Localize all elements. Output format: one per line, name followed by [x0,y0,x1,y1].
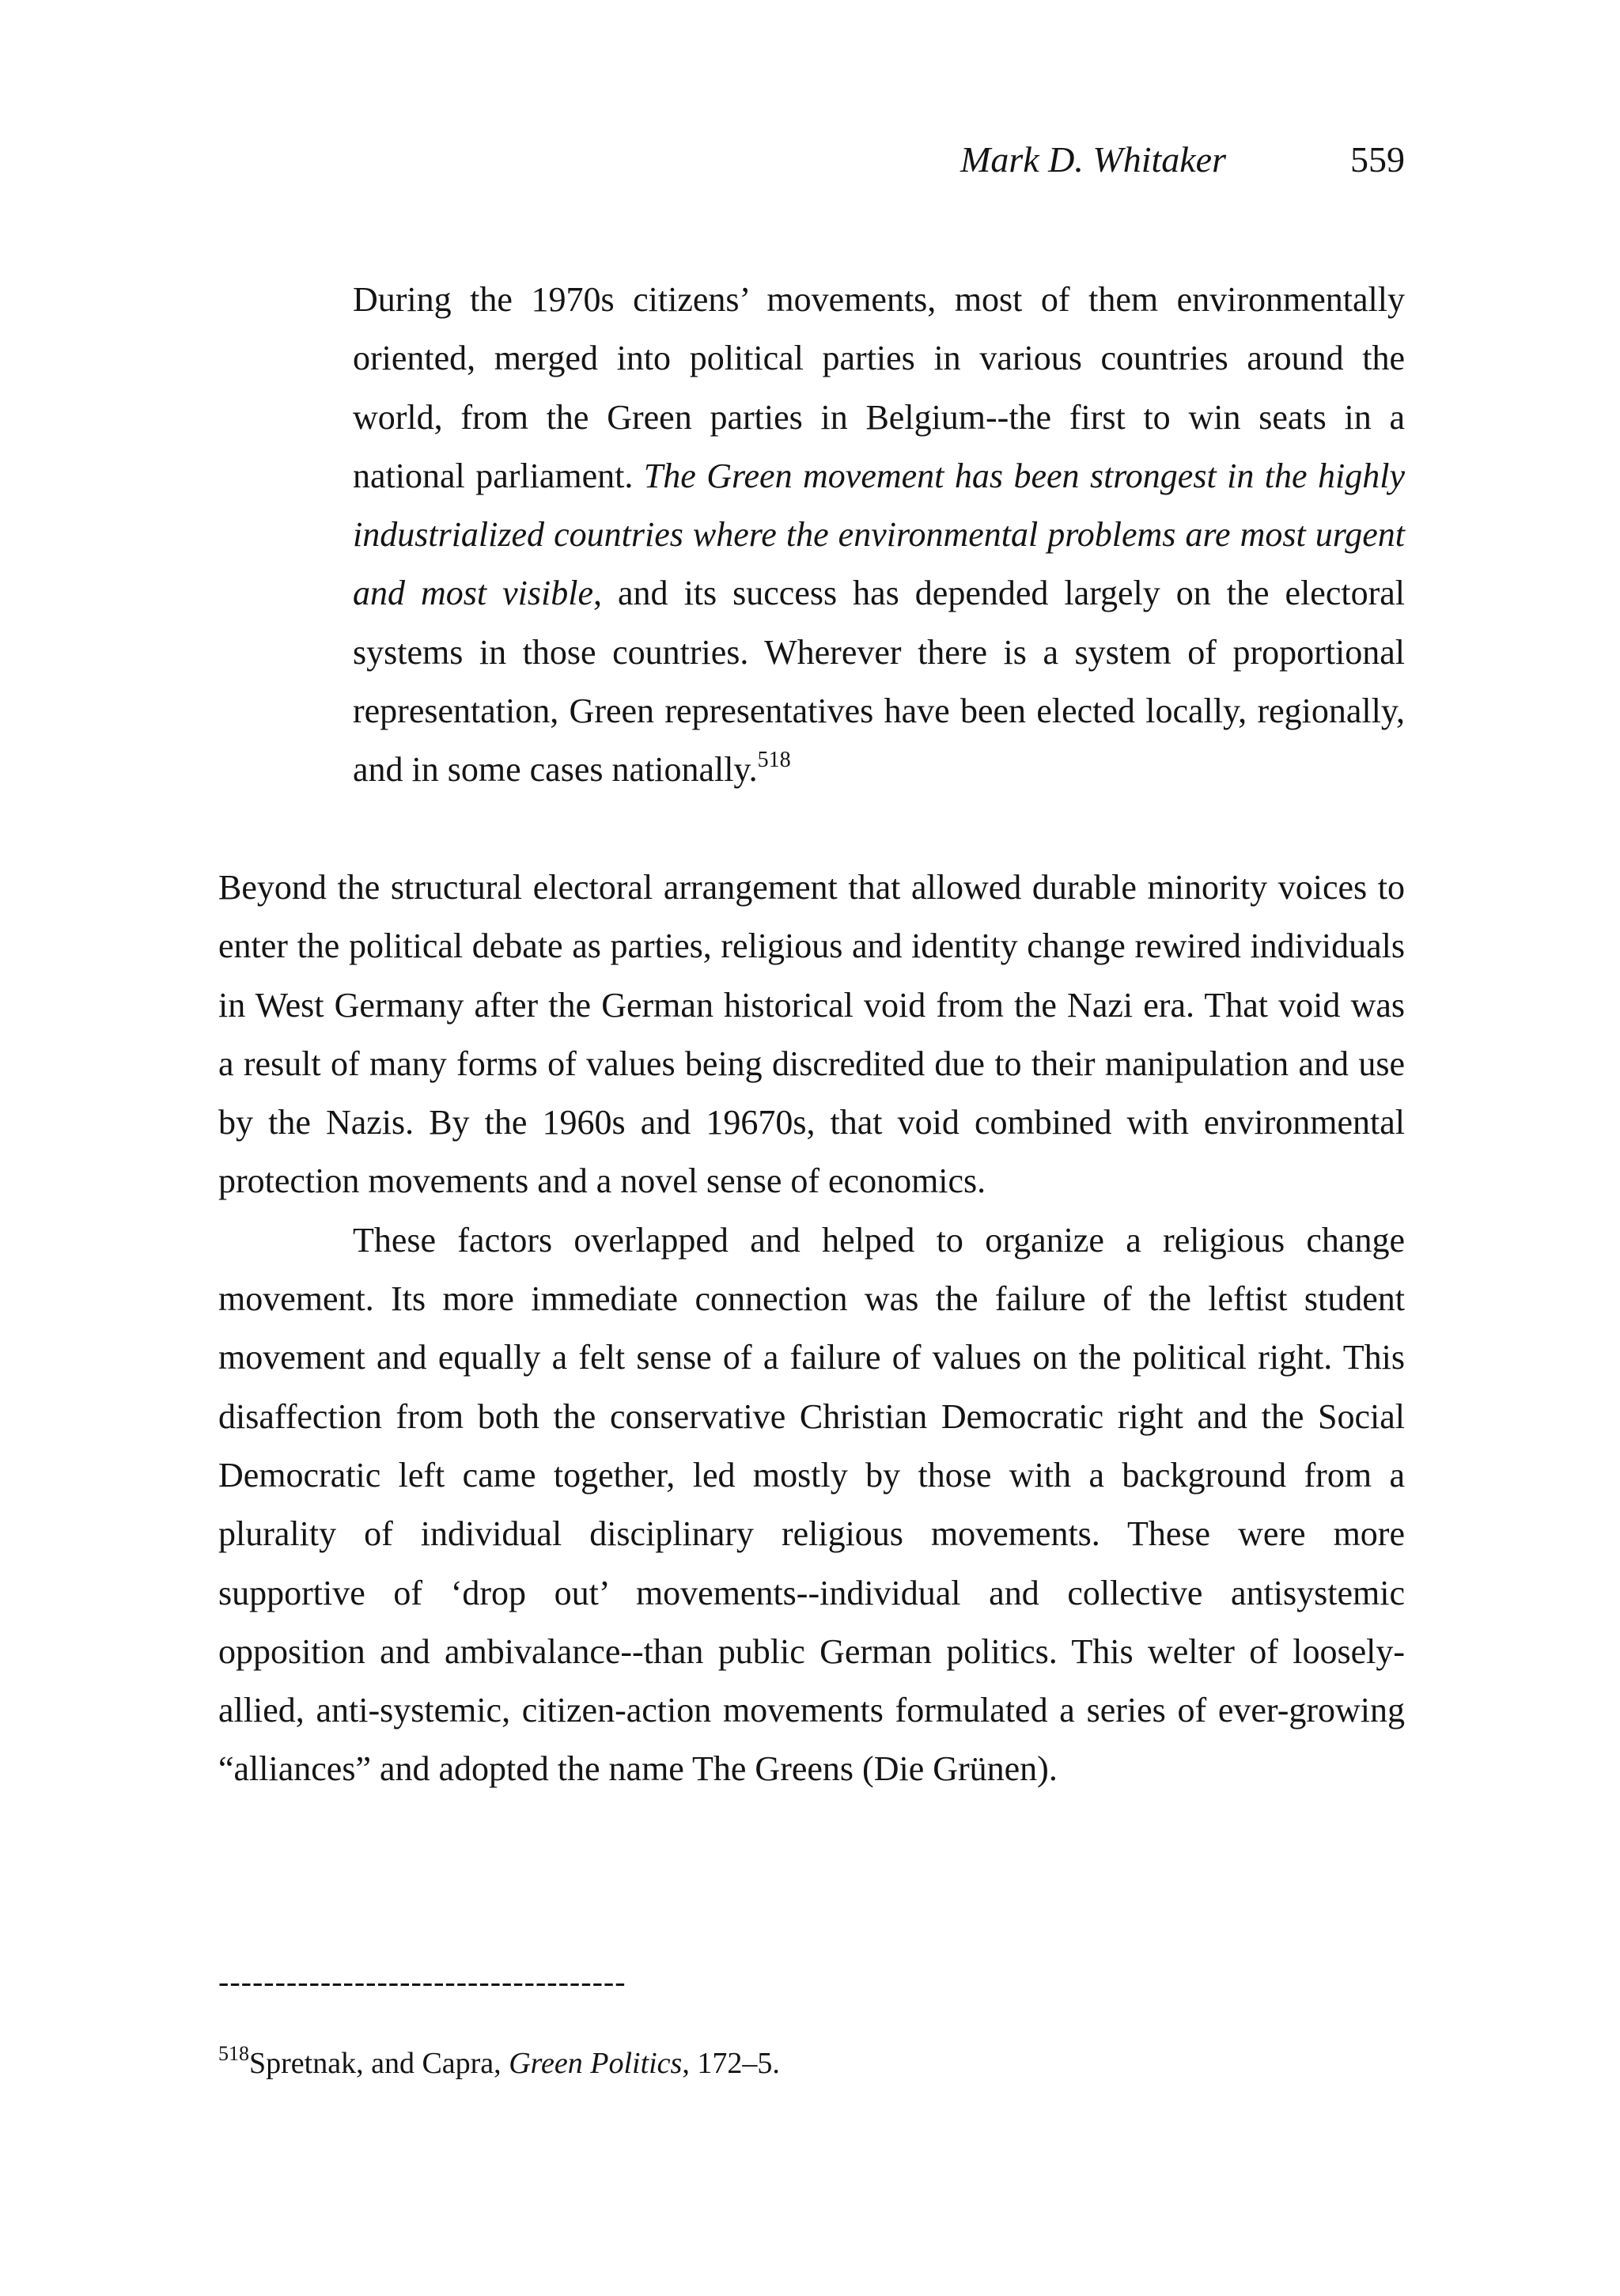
footnote-reference: 518 [757,748,791,773]
running-header [218,136,1405,184]
footnote-separator: ------------------------------------ [218,1964,626,1999]
page-number: 559 [1350,139,1405,180]
running-head-author: Mark D. Whitaker [960,139,1226,180]
footnote-cited-title: Green Politics [509,2047,683,2080]
footnote-text-start: Spretnak, and Capra, [249,2047,509,2080]
footnote-text-end: , 172–5. [682,2047,780,2080]
block-quote [353,271,1405,800]
body-text [218,858,1405,1799]
block-quote-text-start: During the 1970s citizens’ movements, most of them environmentally oriented, merged into political parties in various countries around the world, from the Green parties in Belgium--the first to win seats in a national parliament. [353,280,1405,495]
block-quote-text-end: , and its success has depended largely on the electoral systems in those countries. Wherever there is a system of proportional representation, Green representatives have been elected locally, regionally, and in some cases nationally. [353,574,1405,790]
block-quote-italic-emphasis: The Green movement has been strongest in the highly industrialized countries where the environmental problems are most urgent and most visible [353,456,1406,613]
footnote-number: 518 [218,2042,249,2065]
body-paragraph-1: Beyond the structural electoral arrangement that allowed durable minority voices to enter the political debate as parties, religious and identity change rewired individuals in West Germany after the German historical void from the Nazi era. That void was a result of many forms of values being discredited due to their manipulation and use by the Nazis. By the 1960s and 19670s, that void combined with environmental protection movements and a novel sense of economics. [218,868,1405,1201]
footnote [218,2041,1405,2086]
body-paragraph-2: These factors overlapped and helped to organize a religious change movement. Its more immediate connection was the failure of the leftist student movement and equally a felt sense of a failure of values on the political right. This disaffection from both the conservative Christian Democratic right and the Social Democratic left came together, led mostly by those with a background from a plurality of individual disciplinary religious movements. These were more supportive of ‘drop out’ movements--individual and collective antisystemic opposition and ambivalance--than public German politics. This welter of loosely-allied, anti-systemic, citizen-action movements formulated a series of ever-growing “alliances” and adopted the name The Greens (Die Grünen). [218,1220,1405,1789]
